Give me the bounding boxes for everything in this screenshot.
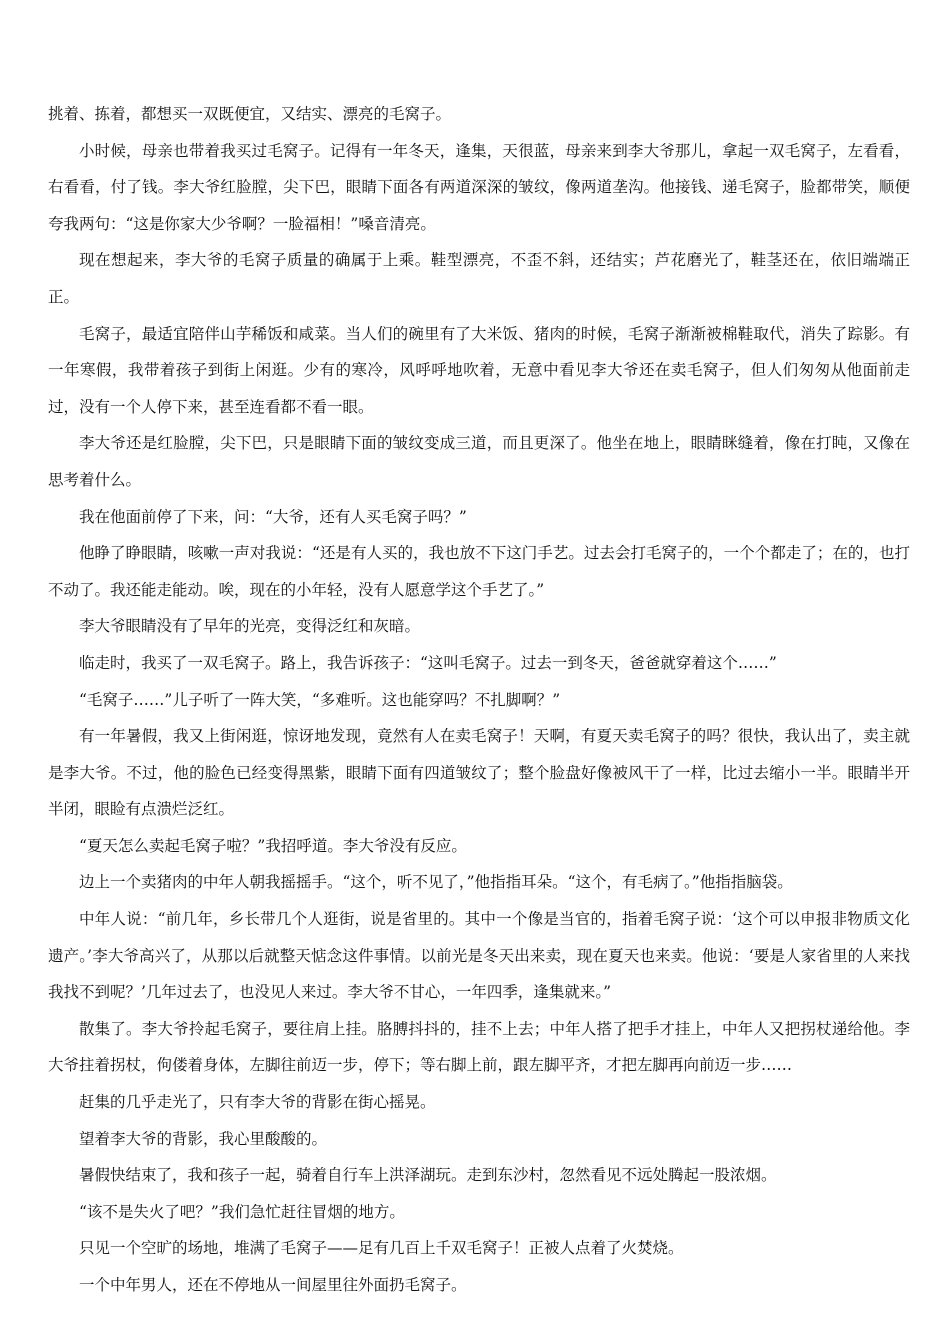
paragraph-12: “夏天怎么卖起毛窝子啦？”我招呼道。李大爷没有反应。 bbox=[79, 836, 467, 855]
paragraph-20: 只见一个空旷的场地，堆满了毛窝子——足有几百上千双毛窝子！正被人点着了火焚烧。 bbox=[79, 1239, 684, 1258]
paragraph-17: 望着李大爷的背影，我心里酸酸的。 bbox=[79, 1129, 328, 1148]
paragraph-13: 边上一个卖猪肉的中年人朝我摇摇手。“这个，听不见了，”他指指耳朵。“这个，有毛病了。”他指指脑袋。 bbox=[79, 873, 793, 892]
document-body bbox=[48, 96, 910, 1304]
paragraph-4: 毛窝子，最适宜陪伴山芋稀饭和咸菜。当人们的碗里有了大米饭、猪肉的时候，毛窝子渐渐被棉鞋取代，消失了踪影。有一年寒假，我带着孩子到街上闲逛。少有的寒冷，风呼呼地吹着，无意中看见李大爷还在卖毛窝子，但人们匆匆从他面前走过，没有一个人停下来，甚至连看都不看一眼。 bbox=[48, 324, 910, 416]
paragraph-7: 他睁了睁眼睛，咳嗽一声对我说：“还是有人买的，我也放不下这门手艺。过去会打毛窝子的，一个个都走了；在的，也打不动了。我还能走能动。唉，现在的小年轻，没有人愿意学这个手艺了。” bbox=[48, 544, 910, 599]
paragraph-18: 暑假快结束了，我和孩子一起，骑着自行车上洪泽湖玩。走到东沙村，忽然看见不远处腾起一股浓烟。 bbox=[79, 1166, 777, 1185]
paragraph-3: 现在想起来，李大爷的毛窝子质量的确属于上乘。鞋型漂亮，不歪不斜，还结实；芦花磨光了，鞋茎还在，依旧端端正正。 bbox=[48, 251, 910, 306]
paragraph-2: 小时候，母亲也带着我买过毛窝子。记得有一年冬天，逢集，天很蓝，母亲来到李大爷那儿，拿起一双毛窝子，左看看，右看看，付了钱。李大爷红脸膛，尖下巴，眼睛下面各有两道深深的皱纹，像两道垄沟。他接钱、递毛窝子，脸都带笑，顺便夸我两句：“这是你家大少爷啊？一脸福相！”嗓音清亮。 bbox=[48, 141, 910, 233]
paragraph-1: 挑着、拣着，都想买一双既便宜，又结实、漂亮的毛窝子。 bbox=[48, 105, 452, 123]
paragraph-19: “该不是失火了吧？”我们急忙赶往冒烟的地方。 bbox=[79, 1202, 405, 1221]
paragraph-8: 李大爷眼睛没有了早年的光亮，变得泛红和灰暗。 bbox=[79, 617, 421, 636]
paragraph-11: 有一年暑假，我又上街闲逛，惊讶地发现，竟然有人在卖毛窝子！天啊，有夏天卖毛窝子的吗？很快，我认出了，卖主就是李大爷。不过，他的脸色已经变得黑紫，眼睛下面有四道皱纹了；整个脸盘好像被风干了一样，比过去缩小一半。眼睛半开半闭，眼睑有点溃烂泛红。 bbox=[48, 727, 910, 819]
paragraph-10: “毛窝子……”儿子听了一阵大笑，“多难听。这也能穿吗？不扎脚啊？” bbox=[79, 690, 561, 709]
paragraph-6: 我在他面前停了下来，问：“大爷，还有人买毛窝子吗？” bbox=[79, 507, 467, 526]
paragraph-14: 中年人说：“前几年，乡长带几个人逛街，说是省里的。其中一个像是当官的，指着毛窝子说：‘这个可以申报非物质文化遗产。’李大爷高兴了，从那以后就整天惦念这件事情。以前光是冬天出来卖，现在夏天也来卖。他说：‘要是人家省里的人来找我找不到呢？’几年过去了，也没见人来过。李大爷不甘心，一年四季，逢集就来。” bbox=[48, 910, 910, 1002]
paragraph-15: 散集了。李大爷拎起毛窝子，要往肩上挂。胳膊抖抖的，挂不上去；中年人搭了把手才挂上，中年人又把拐杖递给他。李大爷拄着拐杖，佝偻着身体，左脚往前迈一步，停下；等右脚上前，跟左脚平齐，才把左脚再向前迈一步…… bbox=[48, 1019, 910, 1075]
paragraph-16: 赶集的几乎走光了，只有李大爷的背影在街心摇晃。 bbox=[79, 1093, 436, 1112]
paragraph-5: 李大爷还是红脸膛，尖下巴，只是眼睛下面的皱纹变成三道，而且更深了。他坐在地上，眼睛眯缝着，像在打盹，又像在思考着什么。 bbox=[48, 434, 910, 489]
paragraph-21: 一个中年男人，还在不停地从一间屋里往外面扔毛窝子。 bbox=[79, 1276, 467, 1294]
paragraph-9: 临走时，我买了一双毛窝子。路上，我告诉孩子：“这叫毛窝子。过去一到冬天，爸爸就穿着这个……” bbox=[79, 653, 777, 672]
